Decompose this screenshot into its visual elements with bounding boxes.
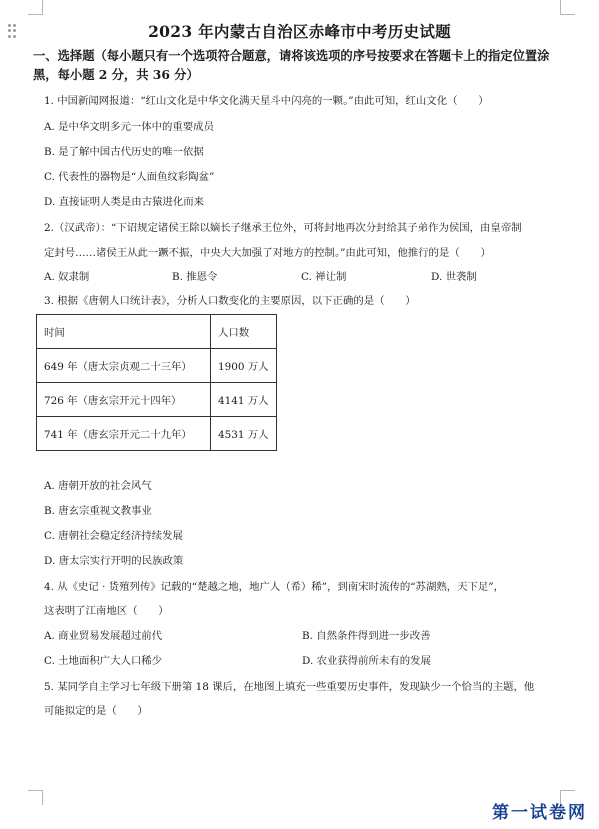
question-4-stem-line-2: 这表明了江南地区（ ） — [44, 605, 169, 617]
question-2-stem-line-1: 2.（汉武帝）：“下诏规定诸侯王除以嫡长子继承王位外，可将封地再次分封给其子弟作为侯国，由皇帝制 — [44, 222, 522, 234]
table-cell: 4141 万人 — [211, 383, 277, 417]
page-title: 2023 年内蒙古自治区赤峰市中考历史试题 — [148, 22, 451, 41]
crop-mark-top-left — [28, 0, 43, 15]
table-cell: 4531 万人 — [211, 417, 277, 451]
q2-option-d: D. 世袭制 — [431, 271, 477, 283]
q2-option-a: A. 奴隶制 — [44, 271, 90, 283]
q4-option-b: B. 自然条件得到进一步改善 — [302, 630, 431, 642]
question-3-stem: 3. 根据《唐朝人口统计表》，分析人口数变化的主要原因，以下正确的是（ ） — [44, 295, 416, 307]
crop-mark-bottom-left — [28, 790, 43, 805]
question-1-stem: 1. 中国新闻网报道：“红山文化是中华文化满天星斗中闪亮的一颗。”由此可知，红山文化（ ） — [44, 95, 489, 107]
q2-option-b: B. 推恩令 — [172, 271, 218, 283]
table-row — [37, 417, 277, 451]
q1-option-d: D. 直接证明人类是由古猿进化而来 — [44, 196, 205, 208]
q4-option-c: C. 土地面积广大人口稀少 — [44, 655, 163, 667]
table-header-cell: 人口数 — [211, 315, 277, 349]
q4-option-d: D. 农业获得前所未有的发展 — [302, 655, 431, 667]
q1-option-a: A. 是中华文明多元一体中的重要成员 — [44, 121, 214, 133]
table-header-row — [37, 315, 277, 349]
question-5-stem-line-2: 可能拟定的是（ ） — [44, 705, 148, 717]
q3-option-a: A. 唐朝开放的社会风气 — [44, 480, 152, 492]
table-cell: 726 年（唐玄宗开元十四年） — [37, 383, 211, 417]
question-4-stem-line-1: 4. 从《史记 · 货殖列传》记载的“楚越之地，地广人（希）稀”，到南宋时流传的“苏湖熟，天下足”， — [44, 581, 504, 593]
site-logo: 第一试卷网 — [492, 803, 587, 823]
question-5-stem-line-1: 5. 某同学自主学习七年级下册第 18 课后，在地图上填充一些重要历史事件，发现缺少一个恰当的主题，他 — [44, 681, 535, 693]
q3-option-b: B. 唐玄宗重视文教事业 — [44, 505, 152, 517]
section-heading: 一、选择题（每小题只有一个选项符合题意，请将该选项的序号按要求在答题卡上的指定位置涂黑，每小题 2 分，共 36 分） — [33, 48, 550, 82]
q3-option-d: D. 唐太宗实行开明的民族政策 — [44, 555, 184, 567]
q1-option-c: C. 代表性的器物是“人面鱼纹彩陶盆” — [44, 171, 215, 183]
table-cell: 741 年（唐玄宗开元二十九年） — [37, 417, 211, 451]
q1-option-b: B. 是了解中国古代历史的唯一依据 — [44, 146, 204, 158]
crop-mark-top-right — [560, 0, 575, 15]
population-table — [36, 314, 277, 451]
q3-option-c: C. 唐朝社会稳定经济持续发展 — [44, 530, 183, 542]
table-cell: 649 年（唐太宗贞观二十三年） — [37, 349, 211, 383]
table-cell: 1900 万人 — [211, 349, 277, 383]
table-header-cell: 时间 — [37, 315, 211, 349]
question-2-stem-line-2: 定封号……诸侯王从此一蹶不振，中央大大加强了对地方的控制。”由此可知，他推行的是（ ） — [44, 247, 491, 259]
q4-option-a: A. 商业贸易发展超过前代 — [44, 630, 163, 642]
table-row — [37, 383, 277, 417]
table-row — [37, 349, 277, 383]
q2-option-c: C. 禅让制 — [301, 271, 347, 283]
